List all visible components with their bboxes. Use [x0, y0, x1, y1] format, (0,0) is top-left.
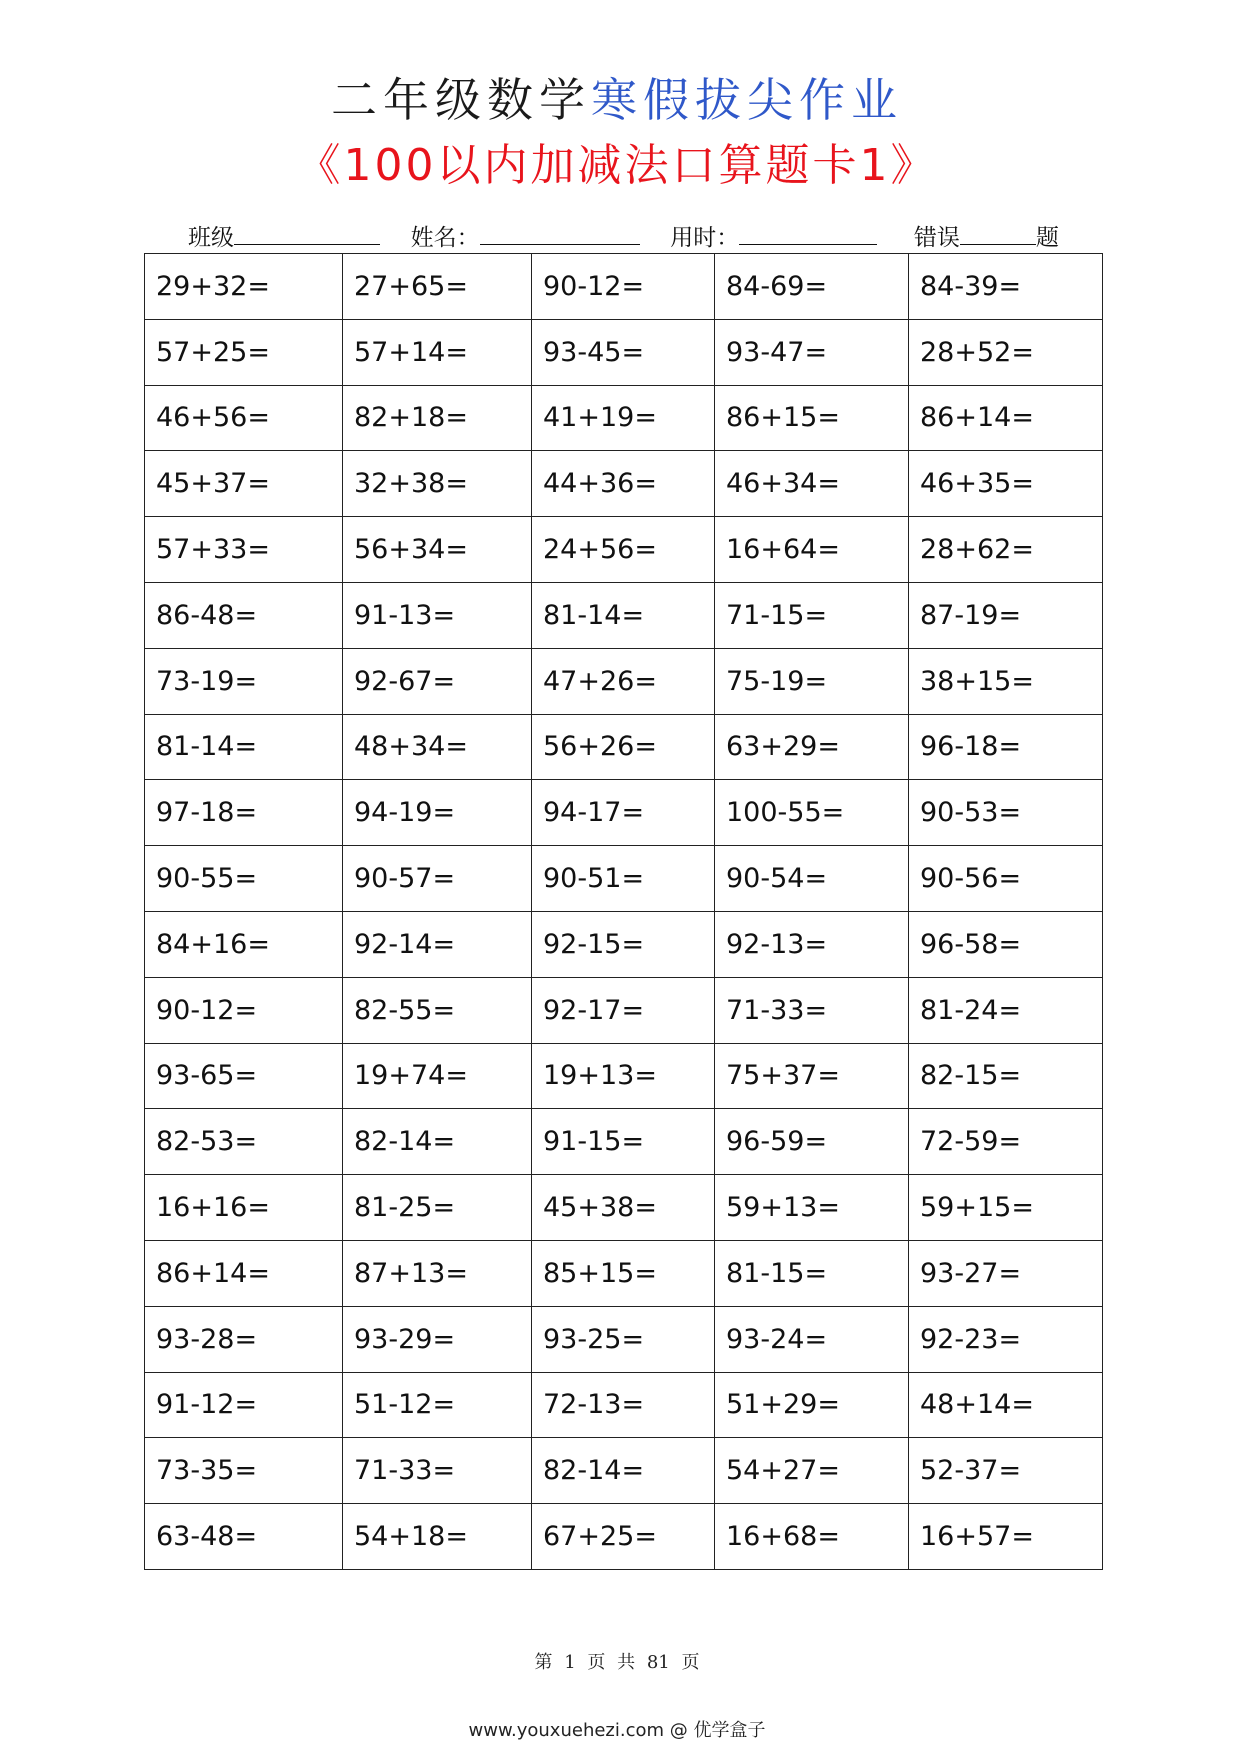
problem-cell[interactable]: 82-53=: [145, 1109, 343, 1175]
title-grade-subject: 二年级数学: [331, 73, 591, 127]
problem-cell[interactable]: 46+56=: [145, 385, 343, 451]
problem-cell[interactable]: 16+57=: [909, 1504, 1103, 1570]
problem-cell[interactable]: 93-45=: [532, 319, 715, 385]
problem-row: [145, 517, 1103, 583]
problem-cell[interactable]: 93-65=: [145, 1043, 343, 1109]
problem-row: [145, 1175, 1103, 1241]
problem-cell[interactable]: 90-53=: [909, 780, 1103, 846]
problem-cell[interactable]: 92-14=: [343, 911, 532, 977]
problem-cell[interactable]: 92-67=: [343, 648, 532, 714]
problem-row: [145, 1109, 1103, 1175]
problem-cell[interactable]: 72-59=: [909, 1109, 1103, 1175]
problem-row: [145, 780, 1103, 846]
student-info-row: [188, 222, 1059, 253]
problem-cell[interactable]: 46+34=: [715, 451, 909, 517]
problem-cell[interactable]: 16+16=: [145, 1175, 343, 1241]
problem-cell[interactable]: 57+14=: [343, 319, 532, 385]
problem-cell[interactable]: 59+15=: [909, 1175, 1103, 1241]
name-label: 姓名：: [410, 225, 480, 251]
problem-row: [145, 319, 1103, 385]
problem-cell[interactable]: 48+14=: [909, 1372, 1103, 1438]
problem-cell[interactable]: 63-48=: [145, 1504, 343, 1570]
problem-cell[interactable]: 86-48=: [145, 582, 343, 648]
problem-row: [145, 1372, 1103, 1438]
problem-cell[interactable]: 16+68=: [715, 1504, 909, 1570]
problem-cell[interactable]: 91-13=: [343, 582, 532, 648]
problem-cell[interactable]: 81-15=: [715, 1240, 909, 1306]
problem-cell[interactable]: 29+32=: [145, 254, 343, 320]
problem-cell[interactable]: 90-51=: [532, 846, 715, 912]
problem-cell[interactable]: 59+13=: [715, 1175, 909, 1241]
problem-cell[interactable]: 85+15=: [532, 1240, 715, 1306]
problem-cell[interactable]: 81-14=: [532, 582, 715, 648]
problem-cell[interactable]: 54+27=: [715, 1438, 909, 1504]
problem-cell[interactable]: 32+38=: [343, 451, 532, 517]
problem-row: [145, 648, 1103, 714]
problem-cell[interactable]: 16+64=: [715, 517, 909, 583]
problem-cell[interactable]: 93-27=: [909, 1240, 1103, 1306]
problem-cell[interactable]: 93-25=: [532, 1306, 715, 1372]
problem-cell[interactable]: 75+37=: [715, 1043, 909, 1109]
problem-cell[interactable]: 81-14=: [145, 714, 343, 780]
problem-cell[interactable]: 91-12=: [145, 1372, 343, 1438]
problem-cell[interactable]: 82-55=: [343, 977, 532, 1043]
problem-cell[interactable]: 82+18=: [343, 385, 532, 451]
problem-row: [145, 451, 1103, 517]
problem-cell[interactable]: 54+18=: [343, 1504, 532, 1570]
worksheet-subtitle: 《100以内加减法口算题卡1》: [296, 140, 938, 191]
problem-cell[interactable]: 97-18=: [145, 780, 343, 846]
problem-cell[interactable]: 94-17=: [532, 780, 715, 846]
problem-cell[interactable]: 57+25=: [145, 319, 343, 385]
problem-cell[interactable]: 45+37=: [145, 451, 343, 517]
name-blank[interactable]: [480, 222, 640, 245]
problem-cell[interactable]: 47+26=: [532, 648, 715, 714]
problem-cell[interactable]: 93-29=: [343, 1306, 532, 1372]
problem-cell[interactable]: 93-47=: [715, 319, 909, 385]
problem-cell[interactable]: 71-15=: [715, 582, 909, 648]
site-credit: www.youxuehezi.com @ 优学盒子: [468, 1720, 766, 1741]
problem-cell[interactable]: 90-12=: [145, 977, 343, 1043]
problem-cell[interactable]: 45+38=: [532, 1175, 715, 1241]
problem-cell[interactable]: 51+29=: [715, 1372, 909, 1438]
problem-cell[interactable]: 46+35=: [909, 451, 1103, 517]
problem-cell[interactable]: 96-59=: [715, 1109, 909, 1175]
problem-cell[interactable]: 84-69=: [715, 254, 909, 320]
page-number: 第 1 页 共 81 页: [534, 1652, 700, 1673]
problem-cell[interactable]: 91-15=: [532, 1109, 715, 1175]
errors-suffix: 题: [1035, 225, 1059, 251]
problem-row: [145, 385, 1103, 451]
time-label: 用时：: [670, 225, 740, 251]
time-blank[interactable]: [739, 222, 877, 245]
problem-cell[interactable]: 56+34=: [343, 517, 532, 583]
problem-cell[interactable]: 57+33=: [145, 517, 343, 583]
problem-cell[interactable]: 48+34=: [343, 714, 532, 780]
problem-cell[interactable]: 93-28=: [145, 1306, 343, 1372]
problem-row: [145, 1043, 1103, 1109]
problem-row: [145, 911, 1103, 977]
problem-cell[interactable]: 90-56=: [909, 846, 1103, 912]
problem-cell[interactable]: 82-15=: [909, 1043, 1103, 1109]
problem-row: [145, 977, 1103, 1043]
problem-row: [145, 1438, 1103, 1504]
problem-cell[interactable]: 84+16=: [145, 911, 343, 977]
problem-cell[interactable]: 96-58=: [909, 911, 1103, 977]
problem-cell[interactable]: 84-39=: [909, 254, 1103, 320]
problem-cell[interactable]: 73-19=: [145, 648, 343, 714]
problem-cell[interactable]: 41+19=: [532, 385, 715, 451]
problem-cell[interactable]: 92-23=: [909, 1306, 1103, 1372]
problem-cell[interactable]: 86+14=: [909, 385, 1103, 451]
problem-cell[interactable]: 51-12=: [343, 1372, 532, 1438]
problem-cell[interactable]: 90-57=: [343, 846, 532, 912]
problem-row: [145, 254, 1103, 320]
problem-grid: [144, 253, 1103, 1570]
title-homework-type: 寒假拔尖作业: [591, 73, 903, 127]
problem-cell[interactable]: 87-19=: [909, 582, 1103, 648]
problem-cell[interactable]: 94-19=: [343, 780, 532, 846]
problem-cell[interactable]: 92-15=: [532, 911, 715, 977]
problem-cell[interactable]: 52-37=: [909, 1438, 1103, 1504]
problem-cell[interactable]: 38+15=: [909, 648, 1103, 714]
problem-cell[interactable]: 24+56=: [532, 517, 715, 583]
problem-cell[interactable]: 82-14=: [343, 1109, 532, 1175]
problem-cell[interactable]: 73-35=: [145, 1438, 343, 1504]
problem-cell[interactable]: 67+25=: [532, 1504, 715, 1570]
problem-row: [145, 846, 1103, 912]
problem-cell[interactable]: 75-19=: [715, 648, 909, 714]
problem-cell[interactable]: 19+74=: [343, 1043, 532, 1109]
class-blank[interactable]: [234, 222, 380, 245]
problem-row: [145, 1504, 1103, 1570]
problem-cell[interactable]: 71-33=: [343, 1438, 532, 1504]
errors-blank[interactable]: [960, 222, 1036, 245]
problem-cell[interactable]: 86+15=: [715, 385, 909, 451]
problem-cell[interactable]: 92-13=: [715, 911, 909, 977]
problem-cell[interactable]: 56+26=: [532, 714, 715, 780]
problem-cell[interactable]: 96-18=: [909, 714, 1103, 780]
problem-row: [145, 1306, 1103, 1372]
problem-cell[interactable]: 81-24=: [909, 977, 1103, 1043]
problem-cell[interactable]: 90-54=: [715, 846, 909, 912]
problem-cell[interactable]: 90-55=: [145, 846, 343, 912]
problem-cell[interactable]: 87+13=: [343, 1240, 532, 1306]
problem-cell[interactable]: 86+14=: [145, 1240, 343, 1306]
problem-row: [145, 714, 1103, 780]
problem-cell[interactable]: 44+36=: [532, 451, 715, 517]
problem-cell[interactable]: 82-14=: [532, 1438, 715, 1504]
problem-cell[interactable]: 81-25=: [343, 1175, 532, 1241]
problem-cell[interactable]: 90-12=: [532, 254, 715, 320]
problem-cell[interactable]: 72-13=: [532, 1372, 715, 1438]
problem-cell[interactable]: 93-24=: [715, 1306, 909, 1372]
problem-cell[interactable]: 63+29=: [715, 714, 909, 780]
class-label: 班级: [188, 225, 234, 251]
problem-row: [145, 1240, 1103, 1306]
worksheet-title: [0, 72, 1234, 128]
problem-cell[interactable]: 28+62=: [909, 517, 1103, 583]
problem-row: [145, 582, 1103, 648]
problem-cell[interactable]: 92-17=: [532, 977, 715, 1043]
problem-cell[interactable]: 100-55=: [715, 780, 909, 846]
problem-cell[interactable]: 27+65=: [343, 254, 532, 320]
errors-label: 错误: [913, 225, 960, 251]
problem-cell[interactable]: 19+13=: [532, 1043, 715, 1109]
problem-cell[interactable]: 28+52=: [909, 319, 1103, 385]
problem-cell[interactable]: 71-33=: [715, 977, 909, 1043]
